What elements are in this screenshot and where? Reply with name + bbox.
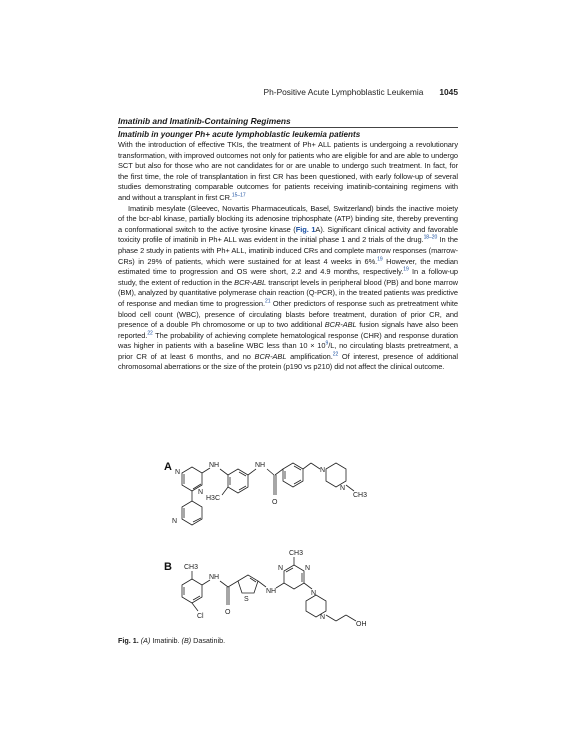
- italic-term: BCR-ABL: [324, 320, 357, 330]
- paragraph-1: [118, 140, 458, 204]
- chloromethyl-benzene-ring: [182, 579, 202, 603]
- italic-term: BCR-ABL: [254, 351, 287, 361]
- text-run: With the introduction of effective TKIs, the treatment of Ph+ ALL patients is undergoing a revolutionary transformation, with improved outcomes not only for patients who are eligible for and are able to undergo SCT but also for those who are not candidates for or are unable to undergo such treatment. In fact, for the first time, the role of transplantation in first CR has been questioned, with early follow-up of several studies demonstrating comparable outcomes for patients receiving imatinib-containing regimens with and without a transplant in first CR.: [118, 140, 458, 202]
- citation-superscript[interactable]: 21: [265, 298, 271, 305]
- text-run: Other predictors of response such as pretreatment white blood cell count (WBC), presence of circulating blasts before treatment, duration of prior CR, and presence of a double Ph chromosome or up to two additional: [118, 298, 458, 330]
- atom-nh-2: NH: [255, 462, 266, 469]
- atom-nh-1: NH: [209, 462, 220, 469]
- running-head: [118, 87, 458, 97]
- running-head-title: Ph-Positive Acute Lymphoblastic Leukemia: [263, 87, 424, 97]
- pyrimidine-ring-b: [284, 565, 304, 589]
- atom-o: O: [272, 499, 278, 506]
- dasatinib-structure: [164, 550, 367, 628]
- atom-n-piperazine-2: N: [320, 614, 326, 621]
- text-run: transcript levels in peripheral blood (PB) and bone marrow (BM), analyzed by quantitative polymerase chain reaction (Q-PCR), in the treated patients was predictive of response and median time to progression.: [118, 277, 458, 308]
- pyridine-ring: [182, 501, 202, 525]
- atom-h3c: H3C: [206, 495, 221, 502]
- citation-superscript[interactable]: 18–20: [423, 234, 438, 241]
- italic-term: BCR-ABL: [234, 277, 267, 287]
- atom-n-pyrimidine-2: N: [198, 489, 204, 496]
- paragraph-2: [118, 204, 458, 374]
- chemical-structures-figure: [150, 455, 430, 635]
- atom-n-piperazine-1: N: [320, 467, 326, 474]
- citation-superscript[interactable]: 19: [403, 266, 409, 273]
- caption-a-label: (A): [140, 636, 151, 645]
- text-run: In the phase 2 study in patients with Ph+ ALL, imatinib induced CRs and complete marrow responses (marrow-CRs) in 29% of patients, which were sustained for at least 4 weeks in 6%.: [118, 235, 458, 266]
- citation-superscript[interactable]: 9: [325, 340, 329, 347]
- piperazine-ring-a: [326, 463, 346, 487]
- text-run: Imatinib mesylate (Gleevec, Novartis Pharmaceuticals, Basel, Switzerland) binds the inactive moiety of the bcr-abl kinase, partially blocking its adenosine triphosphate (ATP) binding site, thereby preventing a conformational switch to the active tyrosine kinase (: [118, 203, 458, 234]
- text-run: fusion signals have also been reported.: [118, 320, 458, 340]
- right-benzene-ring: [283, 463, 303, 487]
- atom-n-piperazine-1: N: [311, 590, 317, 597]
- page-number: 1045: [439, 87, 458, 97]
- text-run: /L, no circulating blasts pretreatment, a prior CR of at least 6 months, and no: [118, 341, 459, 361]
- subsection-heading: Imatinib in younger Ph+ acute lymphoblastic leukemia patients: [118, 130, 361, 139]
- citation-superscript[interactable]: 22: [332, 351, 339, 358]
- atom-o: O: [225, 609, 231, 616]
- caption-b-text: Dasatinib.: [191, 636, 226, 645]
- central-benzene-ring: [228, 469, 248, 493]
- citation-superscript[interactable]: 22: [147, 330, 153, 337]
- section-heading: Imatinib and Imatinib-Containing Regimens: [118, 116, 458, 128]
- atom-n-piperazine-2: N: [340, 485, 346, 492]
- atom-n-1: N: [278, 565, 284, 572]
- citation-superscript[interactable]: 15–17: [231, 192, 246, 199]
- text-run: However, the median estimated time to progression and OS were short, 2.2 and 4.9 months, respectively.: [118, 256, 458, 277]
- atom-cl: Cl: [197, 613, 204, 620]
- atom-s: S: [244, 596, 249, 603]
- pyrimidine-ring: [182, 467, 202, 491]
- body-text: [118, 140, 458, 373]
- atom-ch3-top: CH3: [184, 564, 199, 571]
- panel-a-label: A: [164, 461, 172, 473]
- atom-oh: OH: [356, 621, 367, 628]
- text-run: A). Significant clinical activity and favorable toxicity profile of imatinib in Ph+ ALL was evident in the initial phase 1 and 2 trials of the drug.: [118, 224, 458, 245]
- caption-a-text: Imatinib.: [150, 636, 182, 645]
- atom-ch3: CH3: [353, 492, 368, 499]
- text-run: In a follow-up study, the extent of reduction in the: [118, 267, 458, 287]
- atom-nh-2: NH: [266, 588, 277, 595]
- imatinib-structure: [164, 461, 367, 525]
- atom-n-pyrimidine-1: N: [175, 469, 181, 476]
- text-run: The probability of achieving complete hematological response (CHR) and response duration was higher in patients with a baseline WBC less than 10 × 10: [118, 330, 458, 351]
- atom-n-pyridine: N: [172, 518, 178, 525]
- panel-b-label: B: [164, 561, 172, 573]
- atom-nh-1: NH: [209, 574, 220, 581]
- text-run: Of interest, presence of additional chromosomal aberrations or the size of the protein (p190 vs p210) did not affect the clinical outcome.: [118, 351, 458, 372]
- caption-b-label: (B): [181, 636, 192, 645]
- atom-n-2: N: [305, 565, 311, 572]
- figure-reference-link[interactable]: Fig. 1: [295, 224, 316, 234]
- figure-caption: [118, 636, 458, 645]
- caption-label: Fig. 1.: [118, 636, 139, 645]
- atom-ch3-ring: CH3: [289, 550, 304, 557]
- thiazole-ring: [238, 575, 258, 593]
- text-run: amplification.: [286, 351, 333, 361]
- citation-superscript[interactable]: 19: [377, 256, 383, 263]
